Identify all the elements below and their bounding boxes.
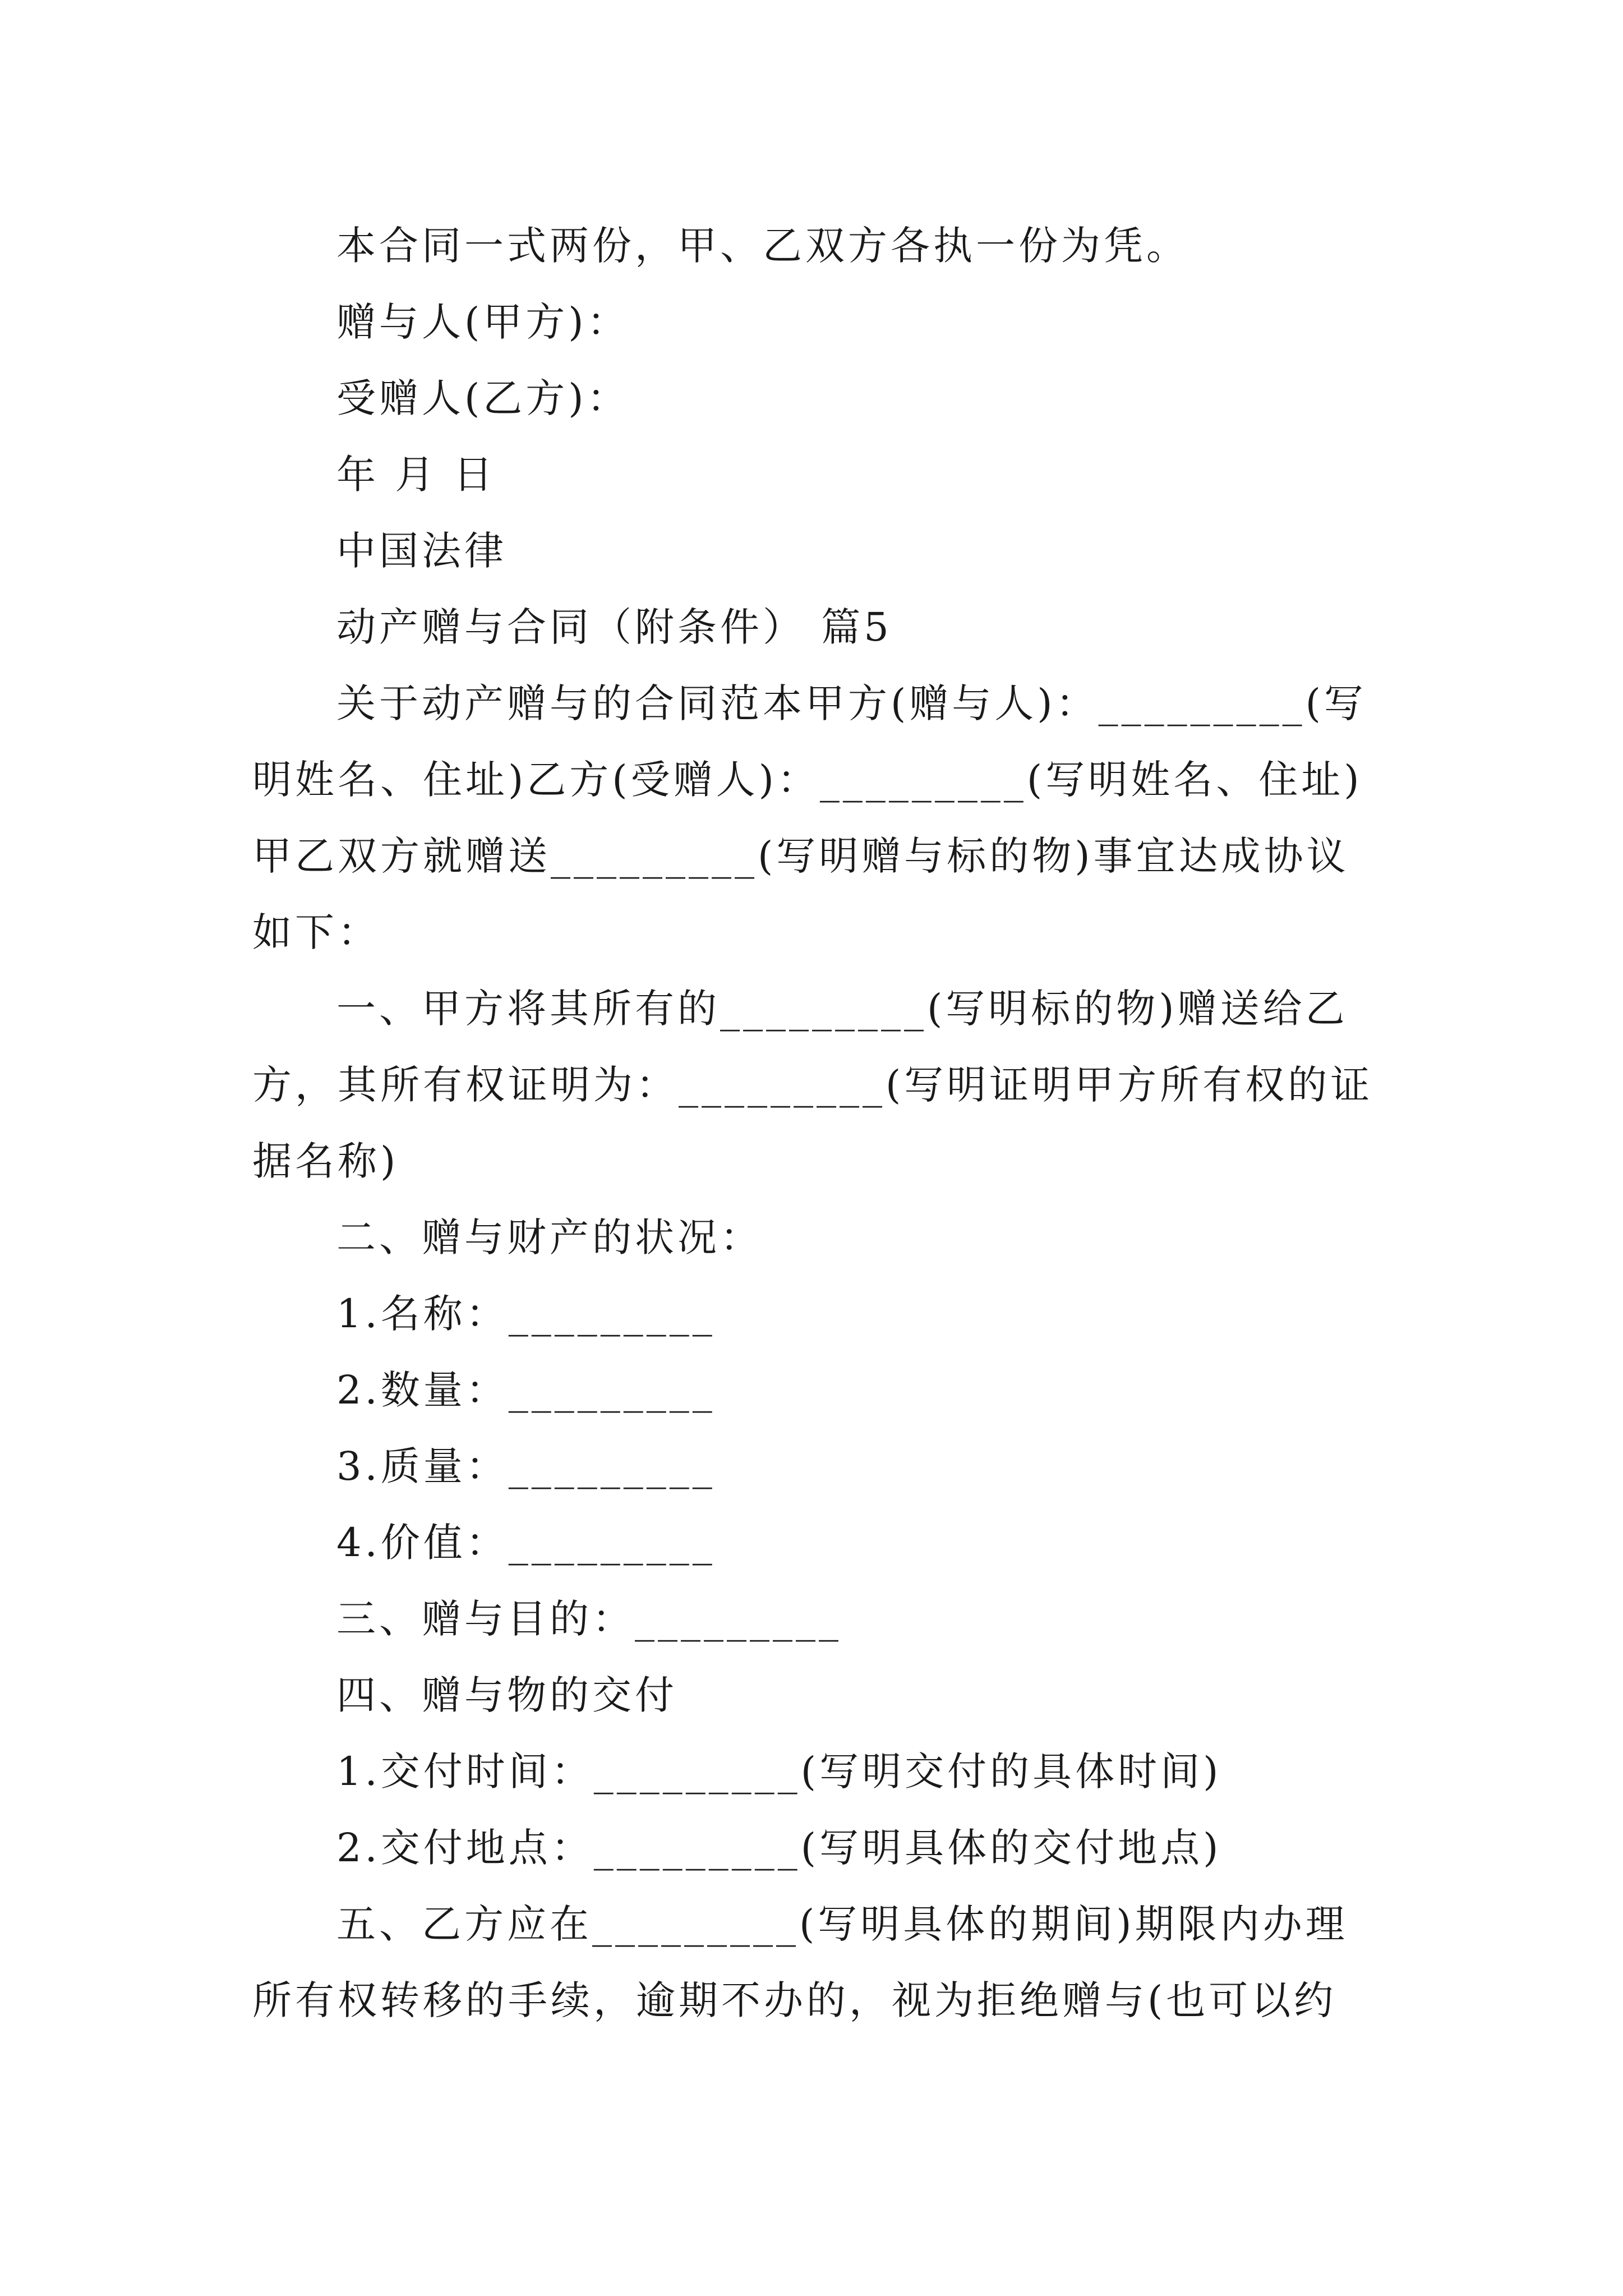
- clause-1-line-3: 据名称): [252, 1138, 399, 1184]
- clause-2-item-value: 4.价值：_________: [336, 1520, 716, 1566]
- source-line: 中国法律: [336, 528, 507, 574]
- clause-2-heading: 二、赠与财产的状况：: [336, 1214, 763, 1260]
- document-body: [252, 208, 1396, 2039]
- clause-5-line-1: 五、乙方应在_________(写明具体的期间)期限内办理: [336, 1901, 1348, 1947]
- clause-5-line-2: 所有权转移的手续，逾期不办的，视为拒绝赠与(也可以约: [252, 1977, 1337, 2023]
- clause-4-heading: 四、赠与物的交付: [336, 1672, 677, 1718]
- donor-signature-line: 赠与人(甲方)：: [336, 299, 630, 345]
- clause-4-item-place: 2.交付地点：_________(写明具体的交付地点): [336, 1825, 1222, 1871]
- closing-clause: 本合同一式两份，甲、乙双方各执一份为凭。: [336, 223, 1189, 269]
- intro-paragraph-line-3: 甲乙双方就赠送_________(写明赠与标的物)事宜达成协议: [252, 833, 1349, 879]
- intro-paragraph-line-4: 如下：: [252, 909, 380, 955]
- clause-2-item-quality: 3.质量：_________: [336, 1443, 716, 1489]
- clause-2-item-name: 1.名称：_________: [336, 1291, 716, 1337]
- date-line: 年 月 日: [336, 452, 496, 498]
- clause-1-line-1: 一、甲方将其所有的_________(写明标的物)赠送给乙: [336, 986, 1348, 1032]
- clause-3-heading: 三、赠与目的：_________: [336, 1596, 842, 1642]
- clause-4-item-time: 1.交付时间：_________(写明交付的具体时间): [336, 1749, 1222, 1795]
- clause-1-line-2: 方，其所有权证明为：_________(写明证明甲方所有权的证: [252, 1062, 1373, 1108]
- clause-2-item-quantity: 2.数量：_________: [336, 1367, 716, 1413]
- recipient-signature-line: 受赠人(乙方)：: [336, 375, 630, 421]
- section-title: 动产赠与合同（附条件） 篇5: [336, 604, 892, 650]
- intro-paragraph-line-2: 明姓名、住址)乙方(受赠人)：_________(写明姓名、住址): [252, 757, 1363, 803]
- intro-paragraph-line-1: 关于动产赠与的合同范本甲方(赠与人)：_________(写: [336, 680, 1367, 726]
